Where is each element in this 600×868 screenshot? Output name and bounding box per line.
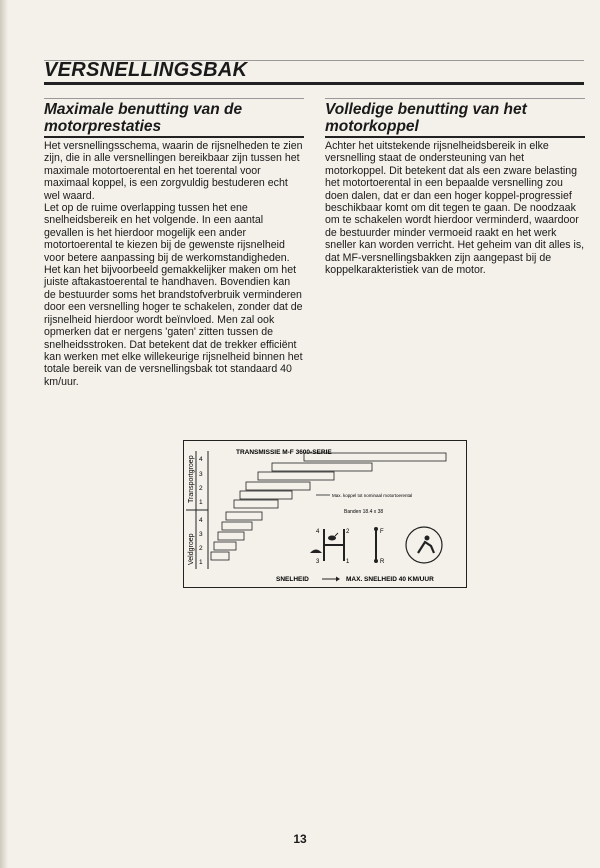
max-speed-label: MAX. SNELHEID 40 KM/UUR [346,576,434,583]
page-number: 13 [293,832,307,846]
left-column-top-rule [44,98,304,99]
shift-pattern-icon [324,529,344,561]
gear-low-3: 3 [199,531,203,538]
shift-label-3: 3 [316,559,320,565]
band-transport-1 [240,491,292,499]
left-paragraph-3: Het kan het bijvoorbeeld gemakkelijker maken om het juiste aftakastoerental te handhaven. Bovendien kan de bestuurder soms het brandstofverbruik verminderen door een versnelling hoger te schakelen, zonder dat de rijsnelheid hierdoor wordt beïnvloed. Men zal ook opmerken dat er nergens 'gaten' zitten tussen de snelheidsstroken. Dat betekent dat de trekker efficiënt kan werken met elke willekeurige rijsnelheid binnen het totale bereik van de versnellingsbak tot standaard 40 km/uur. [44,264,303,388]
left-column [44,98,304,388]
group-high-label: Transportgroep [188,455,195,503]
gear-high-3: 3 [199,471,203,478]
page-title: VERSNELLINGSBAK [44,59,248,81]
shift-label-1: 1 [346,559,350,565]
band-field-1 [211,552,229,560]
shift-label-2: 2 [346,529,350,535]
left-title-line-2: motorprestaties [44,118,162,135]
right-title-line-2: motorkoppel [325,118,419,135]
right-paragraph-1: Achter het uitstekende rijsnelheidsbereik in elke versnelling staat de ondersteuning van het motorkoppel. Dit betekent dat als een zware belasting het motortoerental in een bepaalde versnelling zou doen dalen, dat er dan een hoger koppel-progressief beschikbaar komt om dit tegen te gaan. De noodzaak om te schakelen wordt hierdoor verminderd, waardoor de bestuurder minder vermoeid raakt en het werk sneller kan worden verricht. Het geheim van dit alles is, dat MF-versnellingsbakken zijn aangepast bij de koppelkarakteristiek van de motor. [325,140,585,277]
left-title-line-1: Maximale benutting van de [44,101,243,118]
gear-high-4: 4 [199,456,203,463]
gear-high-1: 1 [199,499,203,506]
band-transport-2 [246,482,310,490]
arrow-right-icon [322,577,340,582]
group-low-label: Veldgroep [188,533,195,565]
right-column-top-rule [325,98,585,99]
band-transport-3 [272,463,372,471]
gear-high-2: 2 [199,485,203,492]
transmission-diagram-svg [184,441,466,587]
gear-low-2: 2 [199,545,203,552]
range-lever-icon [374,527,378,563]
band-field-2b [214,542,236,550]
band-field-2 [218,532,244,540]
left-paragraph-2: Let op de ruime overlapping tussen het ene snelheidsbereik en het volgende. In een aantal gevallen is het hierdoor mogelijk een ander motortoerental te kiezen bij de gewenste rijsnelheid voor betere aanpassing bij de werkomstandigheden. [44,202,290,264]
range-label-f: F [380,529,384,535]
rabbit-icon [328,533,338,541]
right-column [325,98,585,276]
x-axis-label: SNELHEID [276,576,309,583]
diagram-title: TRANSMISSIE M-F 3600-SERIE [236,449,332,456]
band-field-4 [226,512,262,520]
legend-torque: Max. koppel tot nominaal motortoerental [332,493,413,498]
band-transport-3b [258,472,334,480]
right-column-title [325,101,585,135]
tyre-size: Banden 18.4 x 38 [344,509,384,515]
band-field-3 [222,522,252,530]
page-edge [0,0,8,868]
left-column-title [44,101,304,135]
right-title-line-1: Volledige benutting van het [325,101,527,118]
gear-low-1: 1 [199,559,203,566]
range-label-r: R [380,559,385,565]
tortoise-icon [310,550,322,554]
operator-icon [418,536,434,554]
transmission-diagram [183,440,467,588]
shift-label-4: 4 [316,529,320,535]
right-column-title-rule [325,136,585,138]
left-column-title-rule [44,136,304,138]
left-paragraph-1: Het versnellingsschema, waarin de rijsnelheden te zien zijn, die in alle versnellingen bereikbaar zijn tussen het maximale motortoerental en het toerental voor maximaal koppel, is een zorgvuldig bestuderen echt wel waard. [44,140,303,202]
gear-low-4: 4 [199,517,203,524]
band-transport-1b [234,500,278,508]
header-rule-bottom [44,82,584,85]
